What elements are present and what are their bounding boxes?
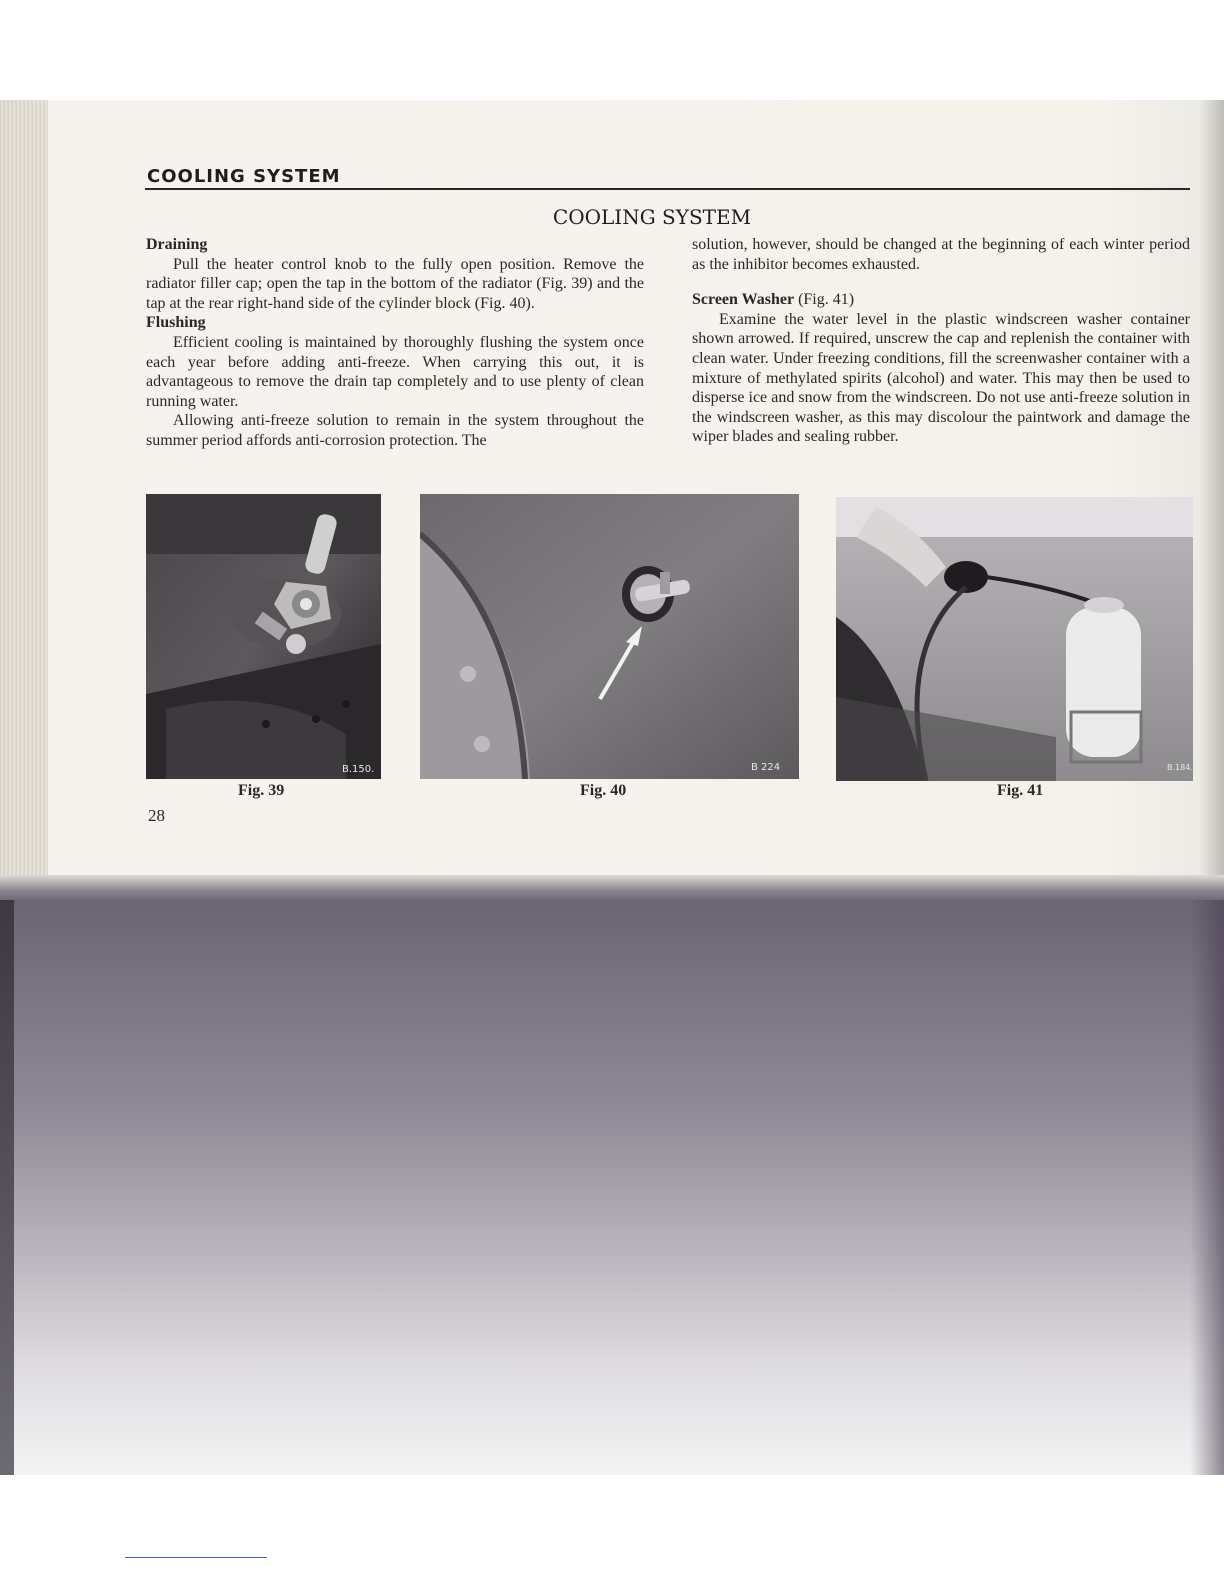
- right-column: [692, 235, 1190, 447]
- figure-39-radiator-tap-photo: [146, 494, 381, 779]
- screen-washer-fig-ref: (Fig. 41): [798, 291, 855, 309]
- continuation-paragraph: solution, however, should be changed at the beginning of each winter period as the inhibitor becomes exhausted.: [692, 236, 1190, 273]
- bottom-link-rule: [125, 1557, 267, 1558]
- flushing-paragraph: Efficient cooling is maintained by thoroughly flushing the system once each year before adding anti-freeze. When carrying this out, it is advantageous to remove the drain tap completely and to use plenty of clean running water.: [146, 333, 644, 410]
- screen-washer-heading-line: [692, 290, 1190, 310]
- running-head: COOLING SYSTEM: [147, 166, 341, 187]
- page-bottom-shadow: [0, 875, 1224, 901]
- running-head-rule: [145, 188, 1190, 190]
- figure-39-caption: Fig. 39: [238, 782, 285, 799]
- figure-39-ref: B.150.: [342, 764, 375, 775]
- left-column: [146, 235, 644, 451]
- page-number: 28: [148, 806, 165, 825]
- figure-41-caption: Fig. 41: [997, 782, 1044, 799]
- screen-washer-paragraph: Examine the water level in the plastic windscreen washer container shown arrowed. If required, unscrew the cap and replenish the container with clean water. Under freezing conditions, fill the screenwasher container with a mixture of methylated spirits (alcohol) and water. This may then be used to disperse ice and snow from the windscreen. Do not use anti-freeze solution in the windscreen washer, as this may discolour the paintwork and damage the wiper blades and sealing rubber.: [692, 310, 1190, 446]
- figure-41-ref: B.184.: [1167, 763, 1193, 772]
- draining-paragraph: Pull the heater control knob to the fully open position. Remove the radiator filler cap; open the tap in the bottom of the radiator (Fig. 39) and the tap at the rear right-hand side of the cylinder block (Fig. 40).: [146, 255, 644, 312]
- page-title: COOLING SYSTEM: [552, 205, 752, 229]
- figure-40-caption: Fig. 40: [580, 782, 627, 799]
- anti-freeze-paragraph: Allowing anti-freeze solution to remain in the system throughout the summer period affords anti-corrosion protection. The: [146, 412, 644, 449]
- figure-40-ref: B 224: [751, 762, 781, 773]
- flushing-heading: Flushing: [146, 314, 206, 332]
- scan-right-edge: [1190, 900, 1224, 1475]
- figure-40-cylinder-block-tap-photo: [420, 494, 799, 779]
- scan-background: [0, 900, 1224, 1475]
- screen-washer-heading: Screen Washer: [692, 291, 795, 309]
- draining-heading: Draining: [146, 236, 208, 253]
- scan-left-edge: [0, 900, 14, 1475]
- figure-41-screen-washer-photo: [836, 497, 1193, 781]
